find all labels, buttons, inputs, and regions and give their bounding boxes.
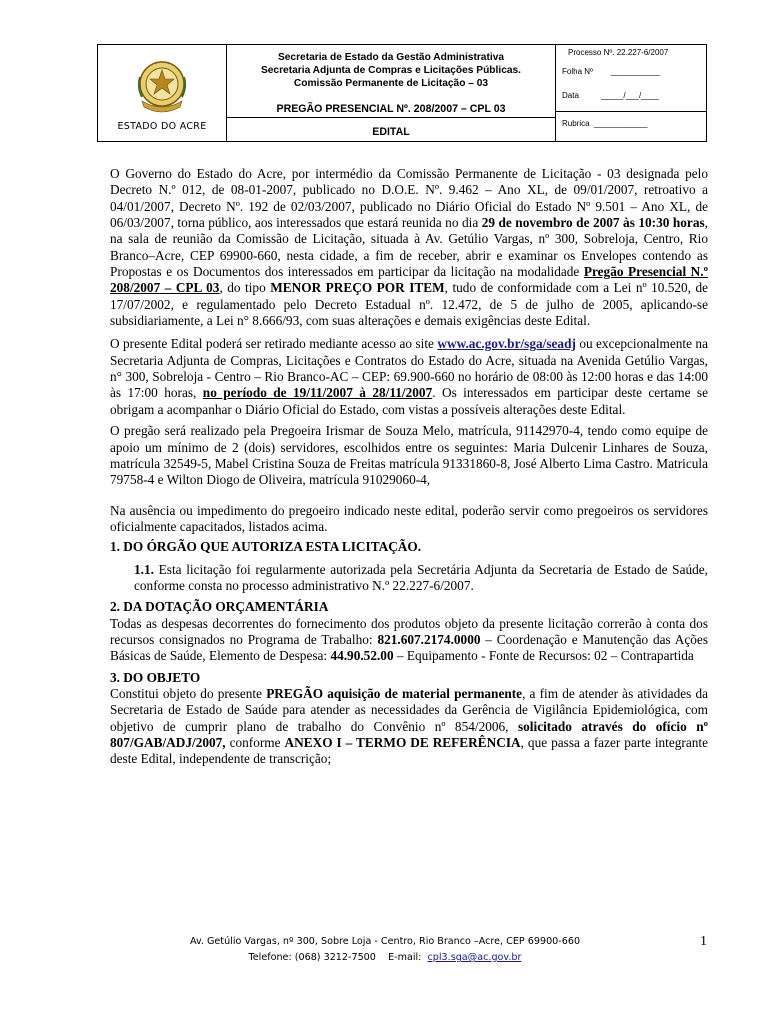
- document-body: [110, 166, 708, 768]
- section-1-1-paragraph: [134, 562, 708, 595]
- footer-contact: [0, 950, 770, 966]
- footer-address: Av. Getúlio Vargas, nº 300, Sobre Loja - Centro, Rio Branco –Acre, CEP 69900-660: [189, 936, 581, 947]
- pregao-title: PREGÃO PRESENCIAL Nº. 208/2007 – CPL 03: [276, 103, 506, 115]
- intro-text: O Governo do Estado do Acre, por intermédio da Comissão Permanente de Licitação - 03 designada pelo Decreto N.º 012, de 08-01-2007, publicado no D.O.E. Nº. 9.462 – Ano XL, de 09/01/2007, retroativo a 04/01/2007, Decreto Nº. 192 de 02/03/2007, publicado no Diário Oficial do Estado Nº 9.501 – Ano XL, de 06/03/2007, torna público, aos interessados que estará reunida no dia: [110, 166, 708, 231]
- budget-text: – Coordenação e Manutenção das Ações Básicas de Saúde, Elemento de Despesa:: [110, 631, 708, 664]
- section-2-heading: 2. DA DOTAÇÃO ORÇAMENTÁRIA: [110, 599, 329, 615]
- pregoeira-paragraph: O pregão será realizado pela Pregoeira Irismar de Souza Melo, matrícula, 91142970-4, tendo como equipe de apoio um mínimo de 2 (dois) servidores, escolhidos entre os seguintes: Maria Dulcenir Linhares de Souza, matrícula 32549-5, Mabel Cristina Souza de Freitas matrícula 91331860-8, José Alberto Lima Castro. Matricula 79758-4 e Wilton Diogo de Oliveira, matrícula 91029060-4,: [110, 423, 708, 488]
- budget-text: Todas as despesas decorrentes do fornecimento dos produtos objeto da presente licitação correrão à conta dos recursos consignados no Programa de Trabalho:: [110, 615, 708, 647]
- page-footer: [0, 934, 770, 966]
- intro-text: , do tipo: [219, 280, 271, 296]
- oficio-reference: solicitado através do ofício nº 807/GAB/ADJ/2007,: [110, 718, 709, 750]
- absence-paragraph: Na ausência ou impedimento do pregoeiro indicado neste edital, poderão servir como pregoeiros os servidores oficialmente capacitados, listados acima.: [110, 502, 708, 534]
- header-title-cell: [227, 45, 556, 141]
- data-value: _____/___/____: [601, 91, 659, 100]
- header-seal-cell: [98, 45, 227, 141]
- folha-label: Folha Nº: [562, 67, 593, 76]
- site-link[interactable]: www.ac.gov.br/sga/seadj: [437, 336, 576, 352]
- expense-element: 44.90.52.00: [330, 648, 394, 664]
- budget-text: – Equipamento - Fonte de Recursos: 02 – Contrapartida: [393, 648, 694, 664]
- page-number: 1: [700, 934, 707, 949]
- object-title: PREGÃO aquisição de material permanente: [266, 685, 523, 701]
- object-text: , que passa a fazer parte integrante deste Edital, independente de transcrição;: [110, 735, 708, 767]
- clause-text: Esta licitação foi regularmente autorizada pela Secretária Adjunta da Secretaria de Estado de Saúde, conforme consta no processo administrativo N.º 22.227-6/2007.: [134, 561, 708, 593]
- clause-number: 1.1.: [134, 561, 154, 577]
- object-text: Constitui objeto do presente: [110, 685, 267, 701]
- header-divider: [556, 111, 706, 112]
- org-line-2: Secretaria Adjunta de Compras e Licitações Públicas.: [260, 65, 522, 76]
- document-header: [97, 44, 707, 142]
- header-process-cell: [556, 45, 706, 141]
- edital-availability-paragraph: [110, 336, 708, 418]
- meeting-datetime: 29 de novembro de 2007 às 10:30 horas: [481, 215, 705, 231]
- program-code: 821.607.2174.0000: [377, 631, 481, 647]
- header-divider: [227, 117, 555, 118]
- estado-label: ESTADO DO ACRE: [117, 121, 207, 132]
- state-seal-icon: [136, 57, 188, 115]
- data-field: [562, 91, 659, 100]
- section-2-paragraph: [110, 616, 708, 665]
- org-line-1: Secretaria de Estado da Gestão Administrativa: [277, 52, 505, 63]
- annex-reference: ANEXO I – TERMO DE REFERÊNCIA: [284, 735, 521, 750]
- availability-text: ou excepcionalmente na Secretaria Adjunta de Compras, Licitações e Contratos do Estado do Acre, situada na Avenida Getúlio Vargas, n° 300, Sobreloja - Centro – Rio Branco-AC – CEP: 69.900-660 no horário de 08:00 às 12:00 horas e das 14:00 às 17:00 horas,: [110, 336, 708, 401]
- pregao-reference: Pregão Presencial N.º 208/2007 – CPL 03: [110, 264, 708, 296]
- header-org-lines: [227, 51, 555, 90]
- footer-email-link[interactable]: cpl3.sga@ac.gov.br: [427, 952, 522, 963]
- processo-number: Processo Nº. 22.227-6/2007: [568, 48, 669, 57]
- pricing-type: MENOR PREÇO POR ITEM: [270, 280, 445, 296]
- intro-text: , na sala de reunião da Comissão de Licitação, situada à Av. Getúlio Vargas, nº 300, Sobreloja, Centro, Rio Branco–Acre, CEP 69900-660, nesta cidade, a fim de receber, abrir e examinar os Envelopes contendo as Propostas e os Documentos dos interessados em participar da licitação na modalidade: [110, 215, 708, 280]
- data-label: Data: [562, 91, 579, 100]
- footer-phone: Telefone: (068) 3212-7500: [248, 952, 376, 963]
- section-3-paragraph: [110, 686, 708, 768]
- object-text: conforme: [225, 735, 285, 750]
- footer-email-label: E-mail:: [388, 952, 422, 963]
- object-text: , a fim de atender às atividades da Secretaria de Estado de Saúde para atender as necessidades da Gerência de Vigilância Epidemiológica, com objetivo de cumprir plano de trabalho do Convênio nº 854/2006,: [110, 685, 709, 734]
- folha-value: ___________: [610, 67, 660, 76]
- rubrica-field: [562, 119, 647, 128]
- availability-text: O presente Edital poderá ser retirado mediante acesso ao site: [110, 336, 438, 352]
- folha-field: [562, 67, 660, 76]
- rubrica-label: Rubrica: [562, 119, 590, 128]
- availability-period: no período de 19/11/2007 à 28/11/2007: [202, 385, 433, 401]
- availability-text: . Os interessados em participar deste certame se obrigam a acompanhar o Diário Oficial do Estado, com vistas a possíveis alterações deste Edital.: [110, 385, 708, 417]
- org-line-3: Comissão Permanente de Licitação – 03: [293, 78, 489, 89]
- rubrica-value: ____________: [594, 119, 648, 128]
- intro-paragraph: [110, 166, 708, 329]
- section-3-heading: 3. DO OBJETO: [110, 669, 201, 685]
- section-1-heading: 1. DO ÓRGÃO QUE AUTORIZA ESTA LICITAÇÃO.: [110, 539, 422, 555]
- intro-text: , tudo de conformidade com a Lei nº 10.520, de 17/07/2002, e regulamentado pelo Decreto Estadual nº. 12.472, de 5 de julho de 2005, aplicando-se subsidiariamente, a Lei n° 8.666/93, com suas alterações e demais exigências deste Edital.: [110, 280, 709, 329]
- edital-title: EDITAL: [372, 126, 410, 138]
